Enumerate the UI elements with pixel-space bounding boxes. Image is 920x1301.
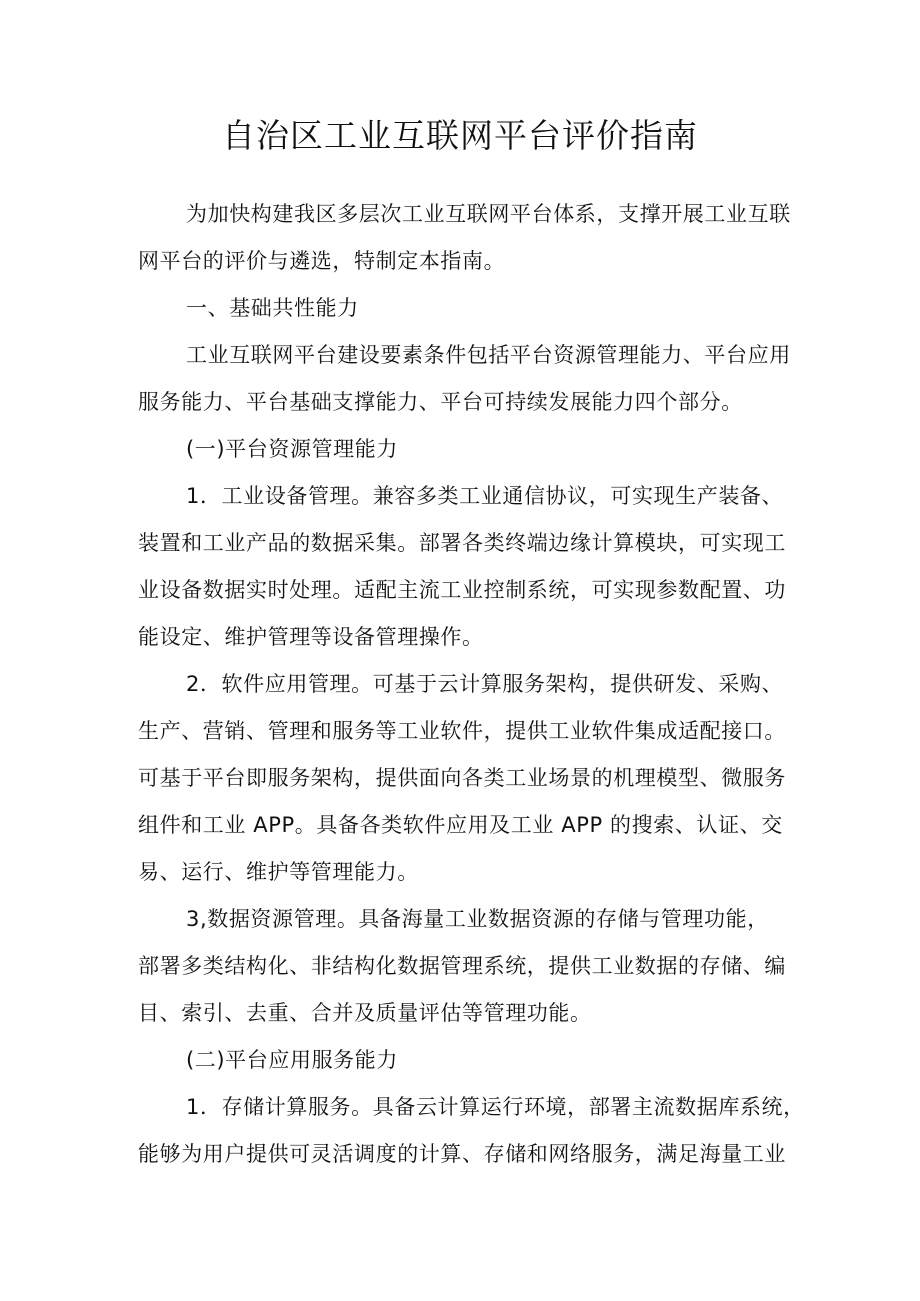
item-2-line-5: 易、运行、维护等管理能力。	[138, 860, 419, 884]
subsection-heading-1: (一)平台资源管理能力	[186, 437, 398, 461]
intro-line-1: 为加快构建我区多层次工业互联网平台体系，支撑开展工业互联	[186, 202, 791, 226]
item-3-line-1: 3,数据资源管理。具备海量工业数据资源的存储与管理功能，	[186, 907, 769, 931]
subsection-heading-2: (二)平台应用服务能力	[186, 1048, 398, 1072]
item-1-line-2: 装置和工业产品的数据采集。部署各类终端边缘计算模块，可实现工	[138, 531, 786, 555]
section-heading-1: 一、基础共性能力	[186, 296, 359, 320]
item-1-line-4: 能设定、维护管理等设备管理操作。	[138, 625, 484, 649]
item-2-line-1: 2．软件应用管理。可基于云计算服务架构，提供研发、采购、	[186, 672, 784, 696]
paragraph-line: 服务能力、平台基础支撑能力、平台可持续发展能力四个部分。	[138, 390, 743, 414]
item-3-line-2: 部署多类结构化、非结构化数据管理系统，提供工业数据的存储、编	[138, 954, 786, 978]
item-1-line-3: 业设备数据实时处理。适配主流工业控制系统，可实现参数配置、功	[138, 578, 786, 602]
document-title: 自治区工业互联网平台评价指南	[222, 116, 698, 155]
intro-line-2: 网平台的评价与遴选，特制定本指南。	[138, 249, 506, 273]
item-2-line-4: 组件和工业 APP。具备各类软件应用及工业 APP 的搜索、认证、交	[138, 813, 783, 837]
item-4-line-2: 能够为用户提供可灵活调度的计算、存储和网络服务，满足海量工业	[138, 1142, 786, 1166]
item-2-line-3: 可基于平台即服务架构，提供面向各类工业场景的机理模型、微服务	[138, 766, 786, 790]
item-3-line-3: 目、索引、去重、合并及质量评估等管理功能。	[138, 1001, 592, 1025]
item-4-line-1: 1．存储计算服务。具备云计算运行环境，部署主流数据库系统，	[186, 1095, 805, 1119]
item-1-line-1: 1．工业设备管理。兼容多类工业通信协议，可实现生产装备、	[186, 484, 784, 508]
item-2-line-2: 生产、营销、管理和服务等工业软件，提供工业软件集成适配接口。	[138, 719, 786, 743]
paragraph-line: 工业互联网平台建设要素条件包括平台资源管理能力、平台应用	[186, 343, 791, 367]
